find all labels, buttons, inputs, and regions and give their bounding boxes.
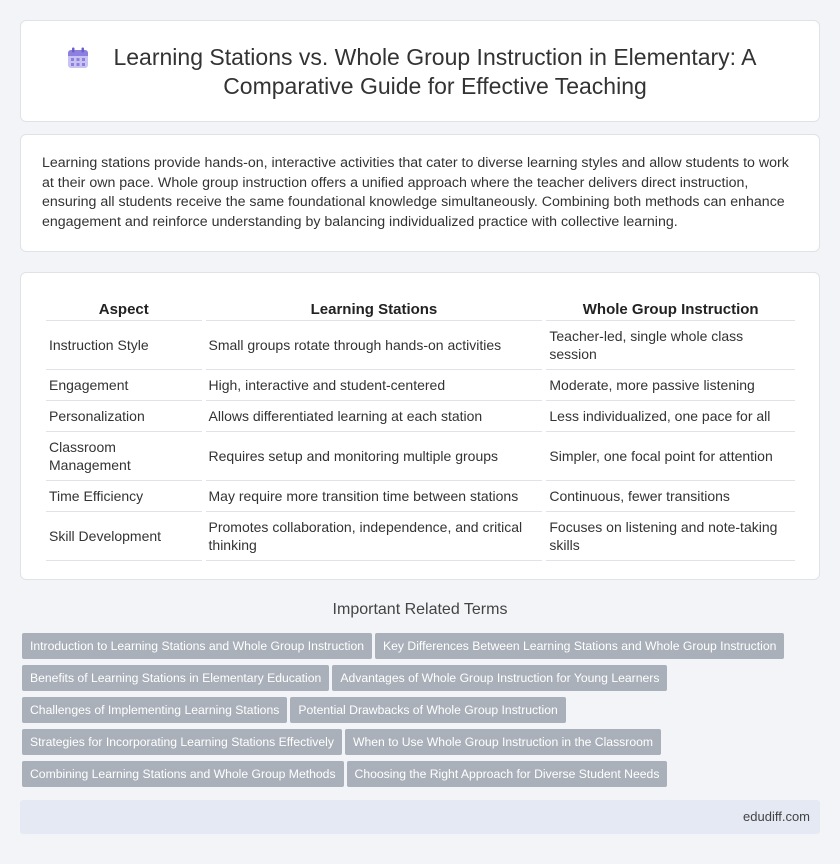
- table-cell: Allows differentiated learning at each station: [206, 401, 543, 432]
- table-row: [46, 370, 795, 401]
- related-term-tag[interactable]: Combining Learning Stations and Whole Group Methods: [22, 761, 344, 787]
- intro-card: [20, 134, 820, 252]
- table-cell: Less individualized, one pace for all: [546, 401, 795, 432]
- table-cell: Engagement: [46, 370, 202, 401]
- related-term-tag[interactable]: Key Differences Between Learning Stations and Whole Group Instruction: [375, 633, 784, 659]
- related-terms-list: [22, 633, 812, 793]
- table-cell: Continuous, fewer transitions: [546, 481, 795, 512]
- comparison-table: [42, 295, 799, 561]
- column-header: Learning Stations: [206, 295, 543, 321]
- table-cell: May require more transition time between stations: [206, 481, 543, 512]
- table-row: [46, 512, 795, 561]
- header-card: [20, 20, 820, 122]
- table-cell: Focuses on listening and note-taking skills: [546, 512, 795, 561]
- table-cell: Teacher-led, single whole class session: [546, 321, 795, 370]
- footer: [20, 800, 820, 834]
- related-term-tag[interactable]: Advantages of Whole Group Instruction for Young Learners: [332, 665, 667, 691]
- table-cell: Promotes collaboration, independence, and critical thinking: [206, 512, 543, 561]
- page-title: Learning Stations vs. Whole Group Instruction in Elementary: A Comparative Guide for Effective Teaching: [113, 44, 757, 99]
- comparison-table-card: [20, 272, 820, 580]
- table-cell: Small groups rotate through hands-on activities: [206, 321, 543, 370]
- related-term-tag[interactable]: Introduction to Learning Stations and Whole Group Instruction: [22, 633, 372, 659]
- intro-text: Learning stations provide hands-on, interactive activities that cater to diverse learning styles and allow students to work at their own pace. Whole group instruction offers a unified approach where the teacher delivers direct instruction, ensuring all students receive the same foundational knowledge simultaneously. Combining both methods can enhance engagement and reinforce understanding by balancing individualized practice with collective learning.: [42, 155, 789, 230]
- table-cell: Classroom Management: [46, 432, 202, 481]
- related-term-tag[interactable]: Strategies for Incorporating Learning Stations Effectively: [22, 729, 342, 755]
- column-header: Aspect: [46, 295, 202, 321]
- table-cell: Simpler, one focal point for attention: [546, 432, 795, 481]
- related-term-tag[interactable]: Benefits of Learning Stations in Elementary Education: [22, 665, 329, 691]
- table-row: [46, 321, 795, 370]
- table-cell: High, interactive and student-centered: [206, 370, 543, 401]
- table-cell: Time Efficiency: [46, 481, 202, 512]
- table-cell: Moderate, more passive listening: [546, 370, 795, 401]
- related-term-tag[interactable]: Choosing the Right Approach for Diverse Student Needs: [347, 761, 668, 787]
- table-cell: Skill Development: [46, 512, 202, 561]
- table-cell: Personalization: [46, 401, 202, 432]
- table-cell: Requires setup and monitoring multiple groups: [206, 432, 543, 481]
- table-row: [46, 432, 795, 481]
- table-row: [46, 401, 795, 432]
- table-cell: Instruction Style: [46, 321, 202, 370]
- table-row: [46, 481, 795, 512]
- related-terms-heading: Important Related Terms: [332, 601, 508, 618]
- column-header: Whole Group Instruction: [546, 295, 795, 321]
- related-term-tag[interactable]: Potential Drawbacks of Whole Group Instruction: [290, 697, 565, 723]
- related-term-tag[interactable]: When to Use Whole Group Instruction in the Classroom: [345, 729, 661, 755]
- footer-site-link[interactable]: edudiff.com: [743, 809, 810, 824]
- related-term-tag[interactable]: Challenges of Implementing Learning Stations: [22, 697, 287, 723]
